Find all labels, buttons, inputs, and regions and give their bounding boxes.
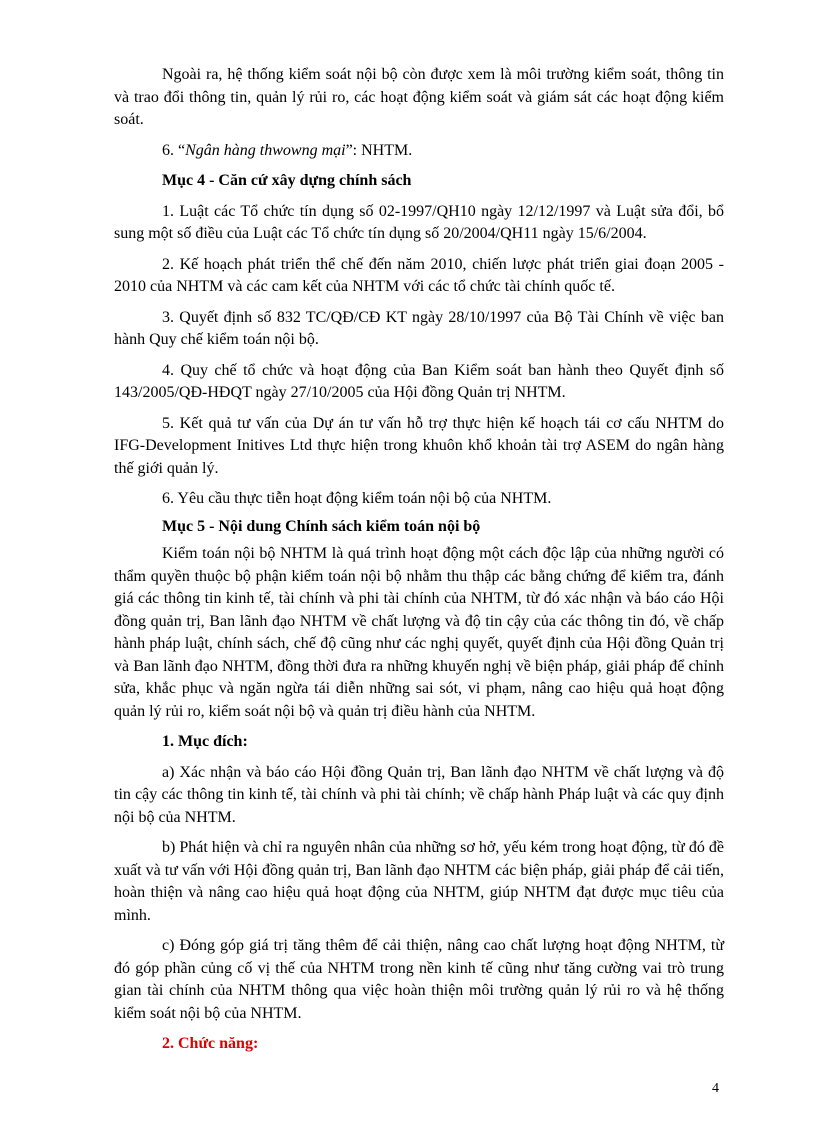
section-4-heading: Mục 4 - Căn cứ xây dựng chính sách xyxy=(162,172,412,189)
paragraph-basis-2: 2. Kế hoạch phát triển thể chế đến năm 2010, chiến lược phát triển giai đoạn 2005 - 2010 của NHTM và các cam kết của NHTM với các tổ chức tài chính quốc tế. xyxy=(114,255,724,295)
paragraph-basis-5: 5. Kết quả tư vấn của Dự án tư vấn hỗ trợ thực hiện kế hoạch tái cơ cấu NHTM do IFG-Development Initives Ltd thực hiện trong khuôn khổ khoản tài trợ ASEM do ngân hàng thế giới quản lý. xyxy=(114,414,724,477)
paragraph-purpose-b: b) Phát hiện và chỉ ra nguyên nhân của những sơ hở, yếu kém trong hoạt động, từ đó đề xuất và tư vấn với Hội đồng quản trị, Ban lãnh đạo NHTM các biện pháp, giải pháp để cải tiến, hoàn thiện và nâng cao hiệu quả hoạt động của NHTM, giúp NHTM đạt được mục tiêu của mình. xyxy=(114,839,724,924)
paragraph-basis-6: 6. Yêu cầu thực tiễn hoạt động kiểm toán nội bộ của NHTM. xyxy=(162,490,552,507)
purpose-heading: 1. Mục đích: xyxy=(162,733,248,750)
definition-suffix: ”: NHTM. xyxy=(345,141,413,159)
function-heading: 2. Chức năng: xyxy=(162,1035,259,1052)
paragraph-definition-nhtm xyxy=(114,140,724,163)
definition-term: Ngân hàng thwowng mại xyxy=(185,141,346,159)
definition-prefix: 6. “ xyxy=(162,141,186,159)
paragraph-basis-3: 3. Quyết định số 832 TC/QĐ/CĐ KT ngày 28/10/1997 của Bộ Tài Chính về việc ban hành Quy chế kiểm toán nội bộ. xyxy=(114,308,724,348)
section-5-heading: Mục 5 - Nội dung Chính sách kiểm toán nội bộ xyxy=(162,517,481,535)
paragraph-audit-definition: Kiểm toán nội bộ NHTM là quá trình hoạt động một cách độc lập của những người có thẩm quyền thuộc bộ phận kiểm toán nội bộ nhằm thu thập các bằng chứng để kiểm tra, đánh giá các thông tin kinh tế, tài chính và phi tài chính của NHTM, từ đó xác nhận và báo cáo Hội đồng quản trị, Ban lãnh đạo NHTM về chất lượng và độ tin cậy của các thông tin đó, về chấp hành pháp luật, chính sách, chế độ cũng như các nghị quyết, quyết định của Hội đồng Quản trị và Ban lãnh đạo NHTM, đồng thời đưa ra những khuyến nghị về biện pháp, giải pháp để chỉnh sửa, khắc phục và ngăn ngừa tái diễn những sai sót, vi phạm, nâng cao hiệu quả hoạt động quản lý rủi ro, kiểm soát nội bộ và quản trị điều hành của NHTM. xyxy=(114,545,724,720)
paragraph-purpose-c: c) Đóng góp giá trị tăng thêm để cải thiện, nâng cao chất lượng hoạt động NHTM, từ đó góp phần củng cố vị thế của NHTM trong nền kinh tế cũng như tăng cường vai trò trung gian tài chính của NHTM thông qua việc hoàn thiện môi trường quản lý rủi ro và hệ thống kiểm soát nội bộ của NHTM. xyxy=(114,937,724,1022)
paragraph-purpose-a: a) Xác nhận và báo cáo Hội đồng Quản trị, Ban lãnh đạo NHTM về chất lượng và độ tin cậy các thông tin kinh tế, tài chính và phi tài chính; về chấp hành Pháp luật và các quy định nội bộ của NHTM. xyxy=(114,763,724,826)
page-number: 4 xyxy=(712,1081,719,1096)
paragraph-internal-control: Ngoài ra, hệ thống kiểm soát nội bộ còn được xem là môi trường kiểm soát, thông tin và trao đổi thông tin, quản lý rủi ro, các hoạt động kiểm soát và giám sát các hoạt động kiểm soát. xyxy=(114,66,724,128)
paragraph-basis-1: 1. Luật các Tổ chức tín dụng số 02-1997/QH10 ngày 12/12/1997 và Luật sửa đổi, bổ sung một số điều của Luật các Tổ chức tín dụng số 20/2004/QH11 ngày 15/6/2004. xyxy=(114,202,724,242)
paragraph-basis-4: 4. Quy chế tổ chức và hoạt động của Ban Kiểm soát ban hành theo Quyết định số 143/2005/QĐ-HĐQT ngày 27/10/2005 của Hội đồng Quản trị NHTM. xyxy=(114,361,724,401)
document-page xyxy=(114,64,724,1064)
